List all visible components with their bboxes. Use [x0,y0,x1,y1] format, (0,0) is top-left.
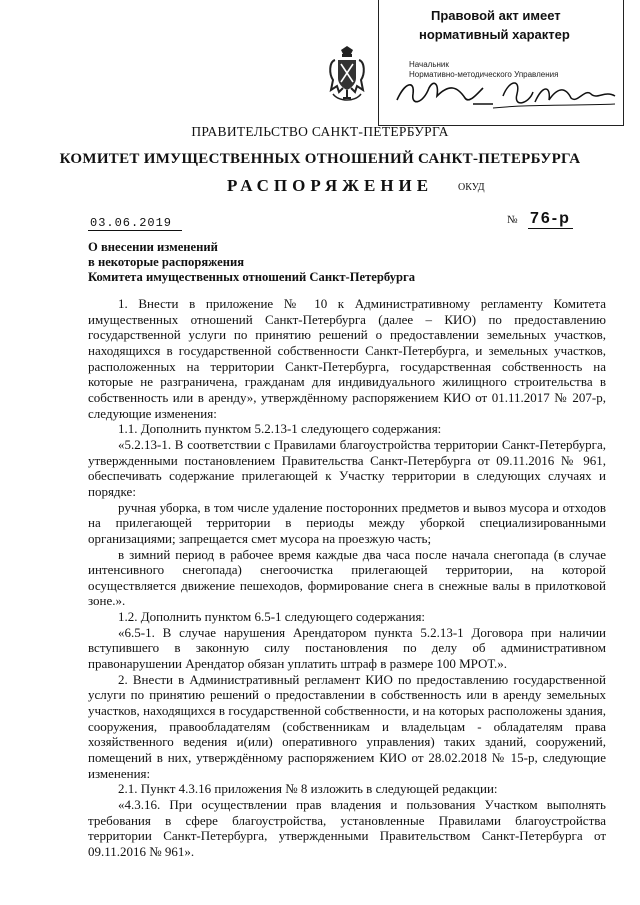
stamp-line-2: нормативный характер [419,27,570,42]
paragraph: «4.3.16. При осуществлении прав владения и пользования Участком выполнять требования в сфере благоустройства, установленные Правилами благоустройства территории Санкт-Петербурга, утвержденными Правительством Санкт-Петербурга от 09.11.2016 № 961». [88,797,606,859]
subject-block [88,240,415,285]
number-sign: № [507,214,518,226]
paragraph: 1.2. Дополнить пунктом 6.5-1 следующего содержания: [118,609,426,625]
normative-stamp [378,0,624,126]
subject-line: О внесении изменений [88,240,218,254]
paragraph: ручная уборка, в том числе удаление посторонних предметов и вывоз мусора и отходов на прилегающей территории в периоды между уборкой специализированными организациями; запрещается смет мусора на проезжую часть; [88,499,606,546]
document-body [88,296,606,860]
subject-line: в некоторые распоряжения [88,255,245,269]
paragraph: «5.2.13-1. В соответствии с Правилами благоустройства территории Санкт-Петербурга, утвержденными постановлением Правительства Санкт-Петербурга от 09.11.2016 № 961, обеспечивать содержание прилегающей к Участку территории в следующих случаях и порядке: [88,436,606,499]
stamp-position-1: Начальник [409,60,449,69]
document-number: 76-р [530,210,571,227]
paragraph: «6.5-1. В случае нарушения Арендатором пункта 5.2.13-1 Договора при наличии вступившего в законную силу постановления по делу об административном правонарушении Арендатор обязан уплатить штраф в размере 100 МРОТ.». [88,624,606,672]
coat-of-arms-icon [327,46,367,104]
okud-label: ОКУД [458,182,485,193]
handwritten-signature [393,74,619,116]
subject-line: Комитета имущественных отношений Санкт-Петербурга [88,270,416,284]
stamp-line-1: Правовой акт имеет [431,8,561,23]
stamp-position-2: Нормативно-методического Управления [409,70,559,79]
paragraph: 2.1. Пункт 4.3.16 приложения № 8 изложить в следующей редакции: [118,781,498,797]
paragraph: 1. Внести в приложение № 10 к Административному регламенту Комитета имущественных отношений Санкт-Петербурга (далее – КИО) по предоставлению государственной услуги по принятию решений о предоставлении земельных участков, находящихся в государственной собственности Санкт-Петербурга, и земельных участков, расположенных на территории Санкт-Петербурга, государственная собственность на которые не разграничена, гражданам для индивидуального жилищного строительства в собственность или в аренду», утверждённому распоряжением КИО от 01.11.2017 № 207-р, следующие изменения: [88,296,606,421]
paragraph: 1.1. Дополнить пунктом 5.2.13-1 следующего содержания: [118,421,442,437]
document-type: РАСПОРЯЖЕНИЕ [227,176,434,195]
government-title: ПРАВИТЕЛЬСТВО САНКТ-ПЕТЕРБУРГА [191,124,449,139]
committee-title: КОМИТЕТ ИМУЩЕСТВЕННЫХ ОТНОШЕНИЙ САНКТ-ПЕТЕРБУРГА [59,151,581,167]
paragraph: в зимний период в рабочее время каждые два часа после начала снегопада (в случае интенсивного снегопада) снегоочистка прилегающей территории, на которой осуществляется движение пешеходов, формирование снега в снежные валы в прилотковой зоне.». [88,546,606,609]
paragraph: 2. Внести в Административный регламент КИО по предоставлению государственной услуги по принятию решений о предоставлении в собственность или в аренду земельных участков, находящихся в государственной собственности, и на которых расположены здания, сооружения, правообладателям (собственникам и владельцам - обладателям права хозяйственного ведения и(или) оперативного управления) таких зданий, сооружений, помещений в них, утверждённому распоряжением КИО от 28.02.2018 № 15-р, следующие изменения: [88,671,606,781]
document-date: 03.06.2019 [88,216,182,231]
